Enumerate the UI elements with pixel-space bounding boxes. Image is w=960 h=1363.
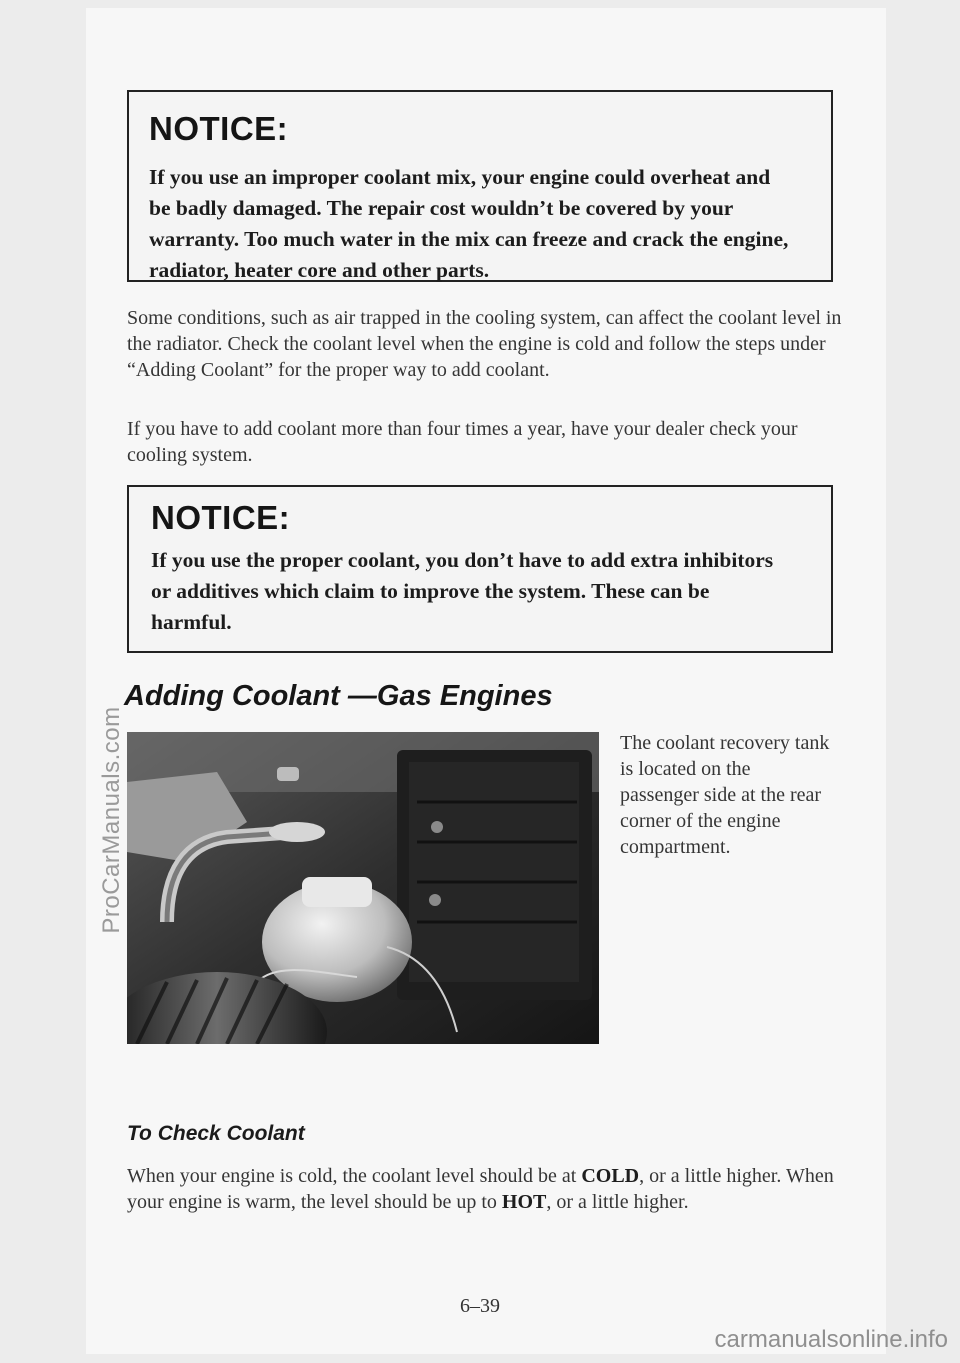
notice-title: NOTICE: xyxy=(151,499,291,536)
notice-body: If you use the proper coolant, you don’t have to add extra inhibitors or additives which claim to improve the system. These can be harmful. xyxy=(151,548,774,634)
sub-heading: To Check Coolant xyxy=(127,1122,305,1145)
check-text-part-3: , or a little higher. xyxy=(546,1191,689,1213)
check-text-part-2: , or a little higher. When your engine is warm, the level should be up to xyxy=(127,1165,834,1213)
notice-box-improper-mix xyxy=(127,90,833,282)
watermark-bottom: carmanualsonline.info xyxy=(714,1326,948,1353)
photo-caption: The coolant recovery tank is located on the passenger side at the rear corner of the engine compartment. xyxy=(620,732,830,858)
watermark-side: ProCarManuals.com xyxy=(98,706,125,934)
paragraph-check-coolant xyxy=(127,1163,847,1215)
paragraph-conditions: Some conditions, such as air trapped in the cooling system, can affect the coolant level in the radiator. Check the coolant level when the engine is cold and follow the steps under “Adding Coolant” for the proper way to add coolant. xyxy=(127,307,842,381)
page-number: 6–39 xyxy=(460,1295,500,1317)
section-heading: Adding Coolant —Gas Engines xyxy=(124,680,553,712)
notice-body: If you use an improper coolant mix, your engine could overheat and be badly damaged. The repair cost wouldn’t be covered by your warranty. Too much water in the mix can freeze and crack the engine, radiator, heater core and other parts. xyxy=(149,165,789,282)
cold-label: COLD xyxy=(581,1165,640,1187)
notice-title: NOTICE: xyxy=(149,110,289,147)
check-text-part-1: When your engine is cold, the coolant level should be at xyxy=(127,1165,582,1187)
engine-compartment-photo xyxy=(127,732,599,1044)
notice-box-proper-coolant xyxy=(127,485,833,653)
hot-label: HOT xyxy=(501,1191,547,1213)
paragraph-add-coolant-frequency: If you have to add coolant more than four times a year, have your dealer check your cooling system. xyxy=(127,418,798,466)
